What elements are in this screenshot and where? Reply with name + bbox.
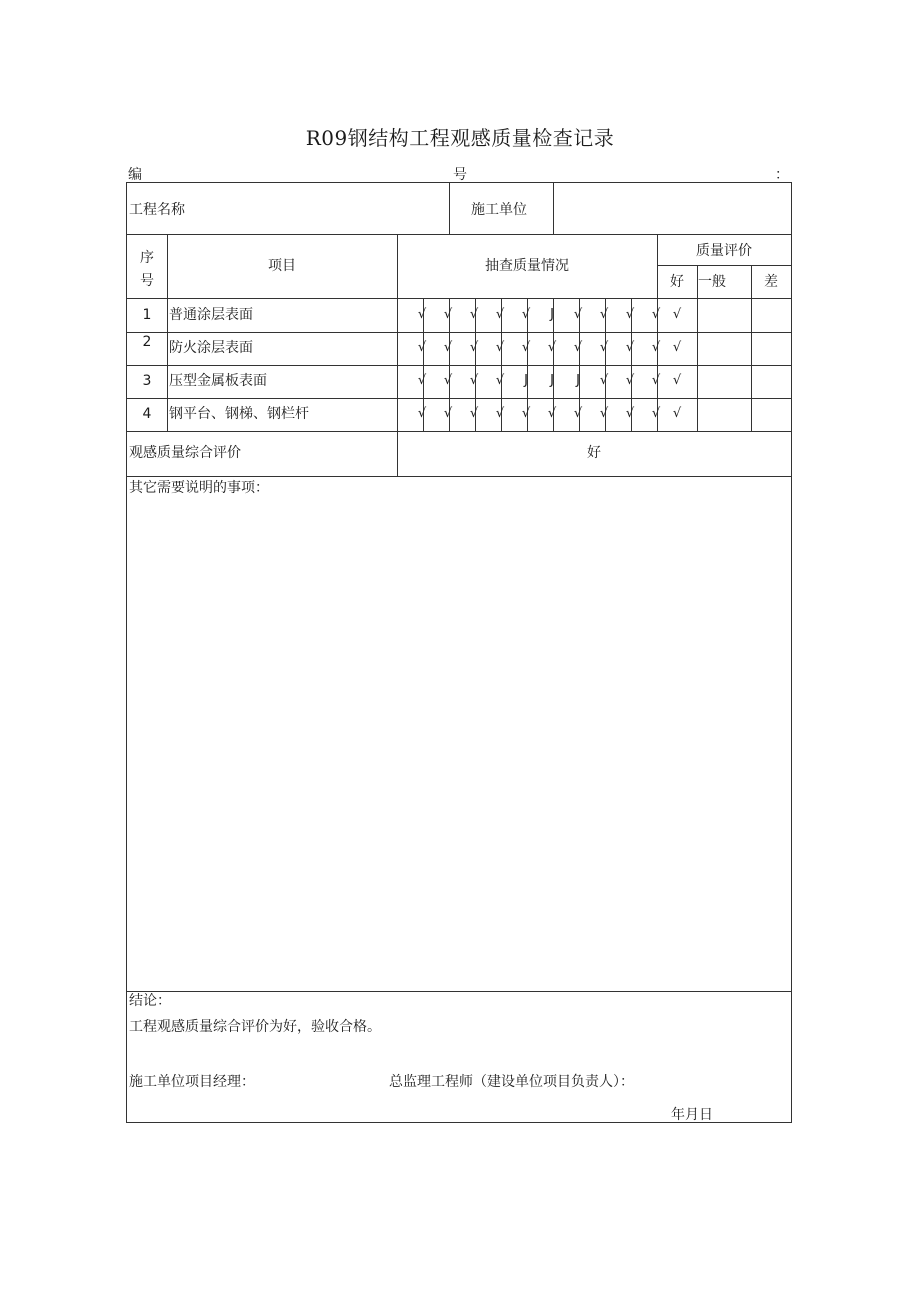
header-average: 一般 xyxy=(698,274,726,290)
row-mark: √ xyxy=(469,373,479,388)
row-mark: √ xyxy=(625,340,635,355)
row-mark: √ xyxy=(495,307,505,322)
row-mark: √ xyxy=(573,406,583,421)
row-no: 3 xyxy=(142,373,152,389)
row-no: 2 xyxy=(142,334,152,350)
header-poor: 差 xyxy=(764,274,778,290)
row-mark: √ xyxy=(547,340,557,355)
row-item: 普通涂层表面 xyxy=(169,307,253,323)
row-mark: J xyxy=(576,373,580,388)
row-mark: √ xyxy=(417,373,427,388)
row-no: 1 xyxy=(142,307,152,323)
supervisor-signature-label: 总监理工程师（建设单位项目负责人）： xyxy=(389,1074,634,1090)
row-good: √ xyxy=(672,340,682,355)
row-mark: √ xyxy=(417,307,427,322)
notes-label: 其它需要说明的事项： xyxy=(129,480,269,496)
row-mark: √ xyxy=(547,406,557,421)
row-mark: √ xyxy=(443,373,453,388)
row-mark: J xyxy=(550,373,554,388)
row-mark: √ xyxy=(651,373,661,388)
row-mark: √ xyxy=(443,307,453,322)
conclusion-label: 结论： xyxy=(129,993,171,1009)
date-label: 年月日 xyxy=(671,1107,713,1123)
row-mark: √ xyxy=(599,406,609,421)
row-mark: √ xyxy=(651,307,661,322)
row-mark: √ xyxy=(521,340,531,355)
row-good: √ xyxy=(672,307,682,322)
row-no: 4 xyxy=(142,406,152,422)
row-mark: √ xyxy=(495,373,505,388)
row-mark: √ xyxy=(651,340,661,355)
record-table xyxy=(126,182,792,1123)
row-mark: √ xyxy=(599,340,609,355)
row-item: 防火涂层表面 xyxy=(169,340,253,356)
row-item: 钢平台、钢梯、钢栏杆 xyxy=(169,406,309,422)
row-mark: √ xyxy=(469,406,479,421)
row-good: √ xyxy=(672,373,682,388)
row-mark: √ xyxy=(625,307,635,322)
row-mark: √ xyxy=(599,373,609,388)
row-mark: √ xyxy=(495,406,505,421)
header-rating: 质量评价 xyxy=(696,243,752,259)
code-label-left: 编 xyxy=(128,167,142,183)
row-mark: √ xyxy=(625,406,635,421)
row-mark: √ xyxy=(443,406,453,421)
header-item: 项目 xyxy=(268,258,296,274)
row-mark: √ xyxy=(521,406,531,421)
header-inspection: 抽查质量情况 xyxy=(485,258,569,274)
row-mark: √ xyxy=(495,340,505,355)
header-seq: 序号 xyxy=(140,250,154,289)
header-good: 好 xyxy=(670,274,684,290)
row-mark: J xyxy=(550,307,554,322)
overall-value: 好 xyxy=(587,445,601,461)
row-mark: √ xyxy=(625,373,635,388)
construction-unit-label: 施工单位 xyxy=(471,202,527,218)
row-mark: √ xyxy=(573,307,583,322)
row-item: 压型金属板表面 xyxy=(169,373,267,389)
row-mark: √ xyxy=(417,340,427,355)
project-name-label: 工程名称 xyxy=(129,202,185,218)
row-mark: √ xyxy=(521,307,531,322)
row-mark: √ xyxy=(469,340,479,355)
conclusion-text: 工程观感质量综合评价为好，验收合格。 xyxy=(129,1019,381,1035)
document-title: R09钢结构工程观感质量检查记录 xyxy=(305,126,615,150)
overall-label: 观感质量综合评价 xyxy=(129,445,241,461)
row-mark: √ xyxy=(651,406,661,421)
row-mark: J xyxy=(524,373,528,388)
row-mark: √ xyxy=(443,340,453,355)
code-label-right: ： xyxy=(775,167,789,183)
manager-signature-label: 施工单位项目经理： xyxy=(129,1074,255,1090)
row-mark: √ xyxy=(469,307,479,322)
code-label-mid: 号 xyxy=(453,167,467,183)
row-mark: √ xyxy=(599,307,609,322)
row-mark: √ xyxy=(417,406,427,421)
row-good: √ xyxy=(672,406,682,421)
row-mark: √ xyxy=(573,340,583,355)
